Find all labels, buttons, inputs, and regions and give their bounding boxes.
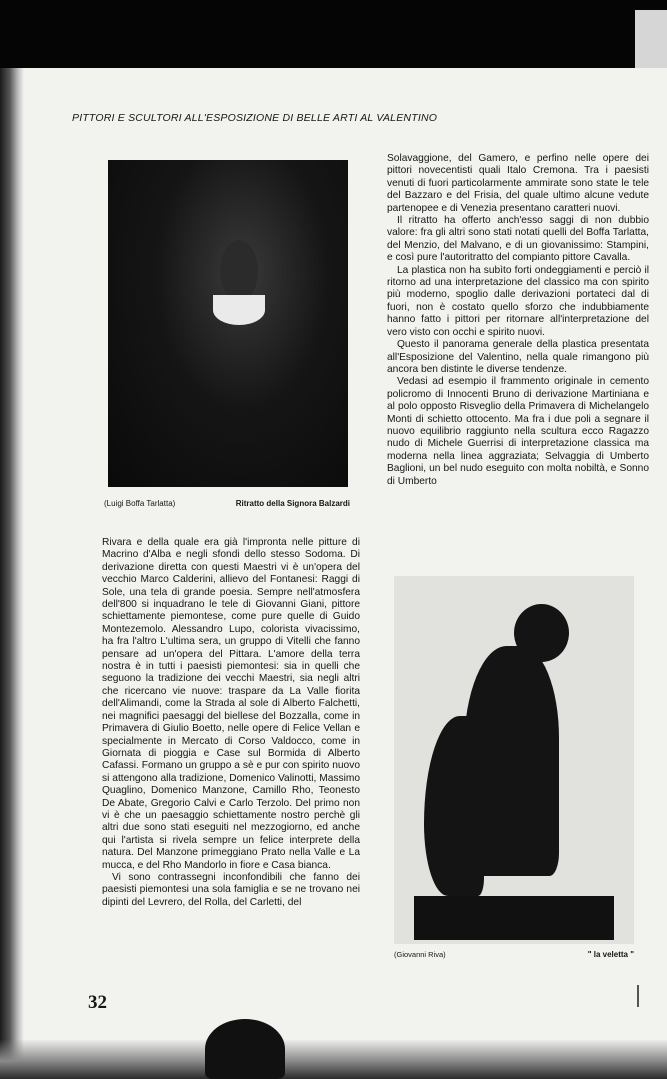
portrait-collar [213,295,265,325]
ink-blot [205,1019,285,1079]
right-paragraph: Il ritratto ha offerto anch'esso saggi di non dubbio valore: fra gli altri sono stati notati quelli del Boffa Tarlatta, del Menzio, del Malvano, e di un giovanissimo: Stampini, e così pure l'autoritratto del compianto pittore Cavalla. [387,215,649,264]
sculpture-caption-title: " la veletta " [587,950,634,959]
right-paragraph: Questo il panorama generale della plastica presentata all'Esposizione del Valentino, nella quale rimangono più ancora ben distinte le diverse tendenze. [387,339,649,375]
right-column [387,153,649,488]
portrait-face [220,240,258,302]
portrait-caption-artist: (Luigi Boffa Tarlatta) [104,499,176,508]
left-column [102,537,360,909]
right-paragraph: Solavaggione, del Gamero, e perfino nelle opere dei pittori novecentisti quali Italo Cremona. Tra i paesisti venuti di fuori particolarmente ammirate sono state le tele del Bazzaro e del Frisia, del quale ultimo alcune vedute partenopee e di Venezia presentano caratteri nuovi. [387,153,649,214]
portrait-caption-title: Ritratto della Signora Balzardi [235,499,350,508]
running-head: PITTORI E SCULTORI ALL'ESPOSIZIONE DI BELLE ARTI AL VALENTINO [72,112,438,124]
sculpture-base [414,896,614,940]
page-number: 32 [88,992,107,1013]
left-paragraph: Rivara e della quale era già l'impronta nelle pitture di Macrino d'Alba e negli sfondi dello stesso Sodoma. Di derivazione diretta con questi Maestri vi è un'opera del vecchio Marco Calderini, allievo del Fontanesi: Raggi di Sole, una tela di grande poesia. Sempre nell'atmosfera dell'800 si inquadrano le tele di Giovanni Giani, pittore schiettamente piemontese, come pure quelle di Guido Montezemolo. Alessandro Lupo, colorista vivacissimo, ha fra l'altro L'ultima sera, un gruppo di Vitelli che fanno pensare ad un'opera del Pittara. L'amore della terra nostra è in tutti i paesisti piemontesi: sia in quelli che seguono la tradizione dei vecchi Maestri, sia negli altri che ricercano vie nuove: traspare da La Valle fiorita dell'Alimandi, come la Strada al sole di Alberto Falchetti, nei magnifici paesaggi del biellese del Bozzalla, come in Primavera di Giulio Boetto, nelle opere di Felice Vellan e specialmente in Mercato di Corso Valdocco, come in Giornata di pioggia e Case sul Bormida di Alberto Cafassi. Formano un gruppo a sè e pur con spirito nuovo si attengono alla tradizione, Domenico Valinotti, Massimo Quaglino, Domenico Manzone, Camillo Rho, Teonesto De Abate, Gregorio Calvi e Carlo Terzolo. Del primo non vi è che un paesaggio schiettamente nostro perchè gli altri due sono stati eseguiti nel mezzogiorno, ed anche qui l'artista si rivela sempre un felice interprete della natura. Del Manzone primeggiano Prato nella Valle e La mucca, e del Rho Mandorlo in fiore e Casa bianca. [102,537,360,871]
right-paragraph: Vedasi ad esempio il frammento originale in cemento policromo di Innocenti Bruno di derivazione Martiniana e al polo opposto Risveglio della Primavera di Michelangelo Monti di schietto ottocento. Ma fra i due poli a segnare il nuovo equilibrio raggiunto nella scultura ecco Ragazzo nudo di Michele Guerrisi di interpretazione classica ma moderna nella linea aggraziata; Selvaggia di Umberto Baglioni, un bel nudo eseguito con molta nobiltà, e Sonno di Umberto [387,376,649,487]
top-dark-band [0,0,667,68]
portrait-caption [104,499,352,508]
left-paragraph: Vi sono contrassegni inconfondibili che fanno dei paesisti piemontesi una sola famiglia e se ne trovano nei dipinti del Levrero, del Rolla, del Carletti, del [102,871,360,908]
portrait-photo [108,160,348,487]
right-paragraph: La plastica non ha subìto forti ondeggiamenti e perciò il ritorno ad una interpretazione del classico ma con spirito più moderno, spoglio dalle derivazioni portateci dal di fuori, non è costato quello sforzo che indubbiamente hanno fatto i pittori per ritornare all'interpretazione del vero visto con occhi e spirito nuovi. [387,264,649,338]
top-corner-paper [635,10,667,68]
margin-mark [637,985,639,1007]
bottom-shadow [0,1039,667,1079]
sculpture-leg [424,716,484,896]
sculpture-head [514,604,569,662]
binding-shadow [0,68,24,1079]
sculpture-photo [394,576,634,944]
sculpture-caption [394,950,634,959]
sculpture-caption-artist: (Giovanni Riva) [394,950,446,959]
